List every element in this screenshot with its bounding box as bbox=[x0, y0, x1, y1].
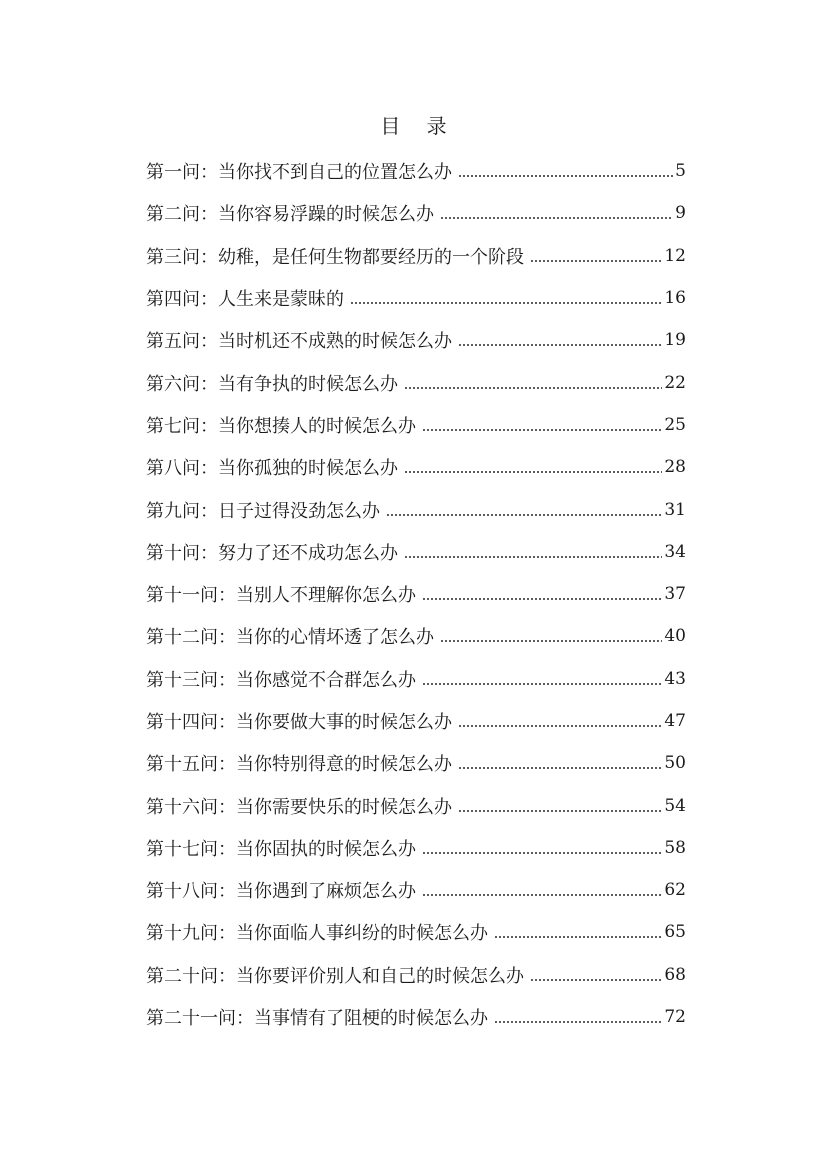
toc-entry-page-number: 72 bbox=[664, 1007, 686, 1028]
toc-entry-page-number: 34 bbox=[664, 541, 686, 562]
toc-dot-leader bbox=[440, 216, 673, 220]
toc-entry[interactable] bbox=[146, 150, 686, 192]
toc-entry-page-number: 58 bbox=[664, 837, 686, 858]
toc-entry-heading: 当你想揍人的时候怎么办 bbox=[218, 415, 416, 437]
toc-entry-page-number: 25 bbox=[664, 414, 686, 435]
toc-entry[interactable] bbox=[146, 192, 686, 234]
toc-entry[interactable] bbox=[146, 319, 686, 361]
toc-dot-leader bbox=[440, 639, 662, 643]
toc-entry-heading: 当你要评价别人和自己的时候怎么办 bbox=[236, 965, 524, 987]
toc-entry[interactable] bbox=[146, 911, 686, 953]
toc-dot-leader bbox=[458, 343, 662, 347]
toc-entry-page-number: 37 bbox=[664, 584, 686, 605]
toc-entry[interactable] bbox=[146, 784, 686, 826]
toc-entry[interactable] bbox=[146, 277, 686, 319]
toc-entry-number: 第九问： bbox=[146, 500, 218, 522]
toc-entry-heading: 当你面临人事纠纷的时候怎么办 bbox=[236, 923, 488, 945]
toc-entry-number: 第三问： bbox=[146, 246, 218, 268]
toc-entry-page-number: 68 bbox=[664, 964, 686, 985]
toc-entry-page-number: 65 bbox=[664, 922, 686, 943]
toc-dot-leader bbox=[458, 809, 662, 813]
toc-entry-page-number: 50 bbox=[664, 753, 686, 774]
toc-entry-heading: 幼稚，是任何生物都要经历的一个阶段 bbox=[218, 246, 524, 268]
toc-entry[interactable] bbox=[146, 446, 686, 488]
toc-dot-leader bbox=[458, 766, 662, 770]
toc-entry-number: 第十九问： bbox=[146, 923, 236, 945]
toc-entry[interactable] bbox=[146, 996, 686, 1038]
toc-entry-number: 第六问： bbox=[146, 373, 218, 395]
toc-entry-heading: 当你需要快乐的时候怎么办 bbox=[236, 796, 452, 818]
toc-dot-leader bbox=[494, 935, 662, 939]
toc-entry[interactable] bbox=[146, 869, 686, 911]
toc-entry-number: 第十问： bbox=[146, 542, 218, 564]
toc-entry-number: 第十六问： bbox=[146, 796, 236, 818]
toc-entry-heading: 当你要做大事的时候怎么办 bbox=[236, 712, 452, 733]
toc-entry-heading: 当你感觉不合群怎么办 bbox=[236, 669, 416, 691]
toc-entry-page-number: 62 bbox=[664, 880, 686, 901]
toc-entry[interactable] bbox=[146, 488, 686, 530]
toc-dot-leader bbox=[404, 386, 662, 390]
toc-entry[interactable] bbox=[146, 361, 686, 403]
toc-dot-leader bbox=[404, 470, 662, 474]
toc-list bbox=[146, 150, 686, 1038]
toc-entry-page-number: 47 bbox=[664, 711, 686, 731]
toc-entry-page-number: 28 bbox=[664, 457, 686, 478]
toc-dot-leader bbox=[422, 682, 662, 686]
toc-entry-number: 第二十一问： bbox=[146, 1008, 254, 1030]
toc-entry-number: 第四问： bbox=[146, 289, 218, 311]
toc-entry-heading: 当你的心情坏透了怎么办 bbox=[236, 627, 434, 649]
toc-entry-number: 第七问： bbox=[146, 415, 218, 437]
toc-dot-leader bbox=[530, 259, 662, 263]
toc-entry-heading: 当别人不理解你怎么办 bbox=[236, 585, 416, 607]
toc-entry-heading: 当你找不到自己的位置怎么办 bbox=[218, 162, 452, 184]
toc-entry-number: 第十五问： bbox=[146, 754, 236, 776]
toc-entry-number: 第八问： bbox=[146, 458, 218, 480]
toc-entry[interactable] bbox=[146, 954, 686, 996]
toc-entry-heading: 努力了还不成功怎么办 bbox=[218, 542, 398, 564]
toc-entry-heading: 日子过得没劲怎么办 bbox=[218, 500, 380, 522]
toc-dot-leader bbox=[422, 851, 662, 855]
toc-entry-heading: 当你固执的时候怎么办 bbox=[236, 838, 416, 860]
toc-dot-leader bbox=[350, 301, 662, 305]
toc-dot-leader bbox=[422, 428, 662, 432]
toc-entry-page-number: 16 bbox=[664, 288, 686, 309]
toc-entry-number: 第十二问： bbox=[146, 627, 236, 649]
toc-entry-number: 第一问： bbox=[146, 162, 218, 184]
toc-entry[interactable] bbox=[146, 404, 686, 446]
toc-dot-leader bbox=[494, 1020, 662, 1024]
toc-dot-leader bbox=[458, 174, 673, 178]
toc-entry[interactable] bbox=[146, 700, 686, 742]
toc-entry-heading: 人生来是蒙昧的 bbox=[218, 289, 344, 311]
toc-entry[interactable] bbox=[146, 742, 686, 784]
toc-entry[interactable] bbox=[146, 658, 686, 700]
toc-dot-leader bbox=[422, 597, 662, 601]
toc-dot-leader bbox=[404, 555, 662, 559]
toc-entry-heading: 当你容易浮躁的时候怎么办 bbox=[218, 204, 434, 226]
toc-entry-page-number: 9 bbox=[675, 203, 686, 224]
toc-entry-page-number: 40 bbox=[664, 626, 686, 647]
toc-entry-page-number: 43 bbox=[664, 668, 686, 689]
toc-entry-page-number: 19 bbox=[664, 330, 686, 351]
toc-entry-number: 第十三问： bbox=[146, 669, 236, 691]
toc-entry-heading: 当你孤独的时候怎么办 bbox=[218, 458, 398, 480]
toc-entry-page-number: 22 bbox=[664, 372, 686, 393]
toc-entry-number: 第十八问： bbox=[146, 881, 236, 903]
toc-dot-leader bbox=[386, 513, 662, 517]
toc-dot-leader bbox=[458, 724, 662, 728]
toc-entry-heading: 当你遇到了麻烦怎么办 bbox=[236, 881, 416, 903]
toc-entry-number: 第二十问： bbox=[146, 965, 236, 987]
toc-entry-page-number: 5 bbox=[675, 161, 686, 182]
toc-entry[interactable] bbox=[146, 531, 686, 573]
toc-entry[interactable] bbox=[146, 615, 686, 657]
toc-entry-page-number: 54 bbox=[664, 795, 686, 816]
toc-entry-number: 第十七问： bbox=[146, 838, 236, 860]
toc-entry-heading: 当有争执的时候怎么办 bbox=[218, 373, 398, 395]
toc-entry-number: 第二问： bbox=[146, 204, 218, 226]
toc-entry[interactable] bbox=[146, 827, 686, 869]
toc-entry-heading: 当你特别得意的时候怎么办 bbox=[236, 754, 452, 776]
toc-entry-heading: 当时机还不成熟的时候怎么办 bbox=[218, 331, 452, 353]
toc-entry-number: 第五问： bbox=[146, 331, 218, 353]
toc-entry-number: 第十四问： bbox=[146, 712, 236, 733]
toc-dot-leader bbox=[422, 893, 662, 897]
toc-entry[interactable] bbox=[146, 573, 686, 615]
toc-entry-heading: 当事情有了阻梗的时候怎么办 bbox=[254, 1008, 488, 1030]
toc-entry[interactable] bbox=[146, 235, 686, 277]
toc-title: 目 录 bbox=[380, 114, 457, 138]
toc-entry-number: 第十一问： bbox=[146, 585, 236, 607]
toc-entry-page-number: 12 bbox=[664, 245, 686, 266]
toc-dot-leader bbox=[530, 978, 662, 982]
toc-entry-page-number: 31 bbox=[664, 499, 686, 520]
